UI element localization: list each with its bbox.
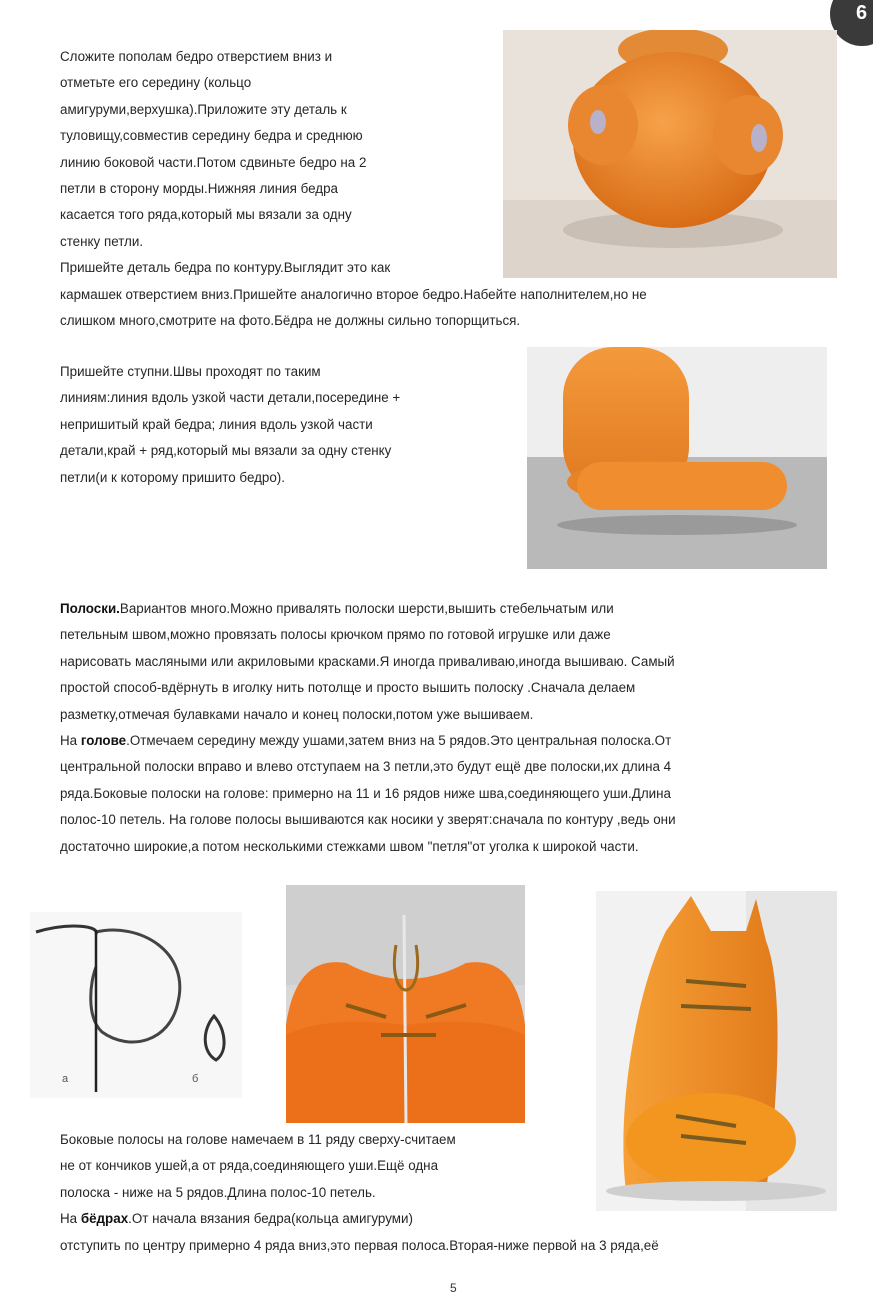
text-line: детали,край + ряд,который мы вязали за одну стенку — [60, 443, 392, 459]
page-number: 5 — [450, 1281, 457, 1295]
stitch-diagram — [30, 912, 242, 1098]
text-line: касается того ряда,который мы вязали за одну — [60, 207, 352, 223]
page-badge-number: 6 — [856, 2, 868, 24]
head-bold: голове — [80, 733, 127, 749]
text-line: нарисовать масляными или акриловыми красками.Я иногда приваливаю,иногда вышиваю. Самый — [60, 653, 675, 669]
text-line: отступить по центру примерно 4 ряда вниз,это первая полоса.Вторая-ниже первой на 3 ряда,её — [60, 1237, 659, 1253]
text-line: ряда.Боковые полоски на голове: примерно на 11 и 16 рядов ниже шва,соединяющего уши.Длина — [60, 785, 671, 801]
text-line: На бёдрах.От начала вязания бедра(кольца амигуруми) — [60, 1211, 413, 1227]
photo-feet — [527, 347, 827, 569]
text-line: Пришейте деталь бедра по контуру.Выглядит это как — [60, 260, 391, 276]
text-line: непришитый край бедра; линия вдоль узкой части — [60, 416, 373, 432]
text-line: Боковые полосы на голове намечаем в 11 ряду сверху-считаем — [60, 1132, 456, 1147]
text-line: линиям:линия вдоль узкой части детали,посередине + — [60, 390, 401, 406]
photo-embroidery — [286, 885, 525, 1123]
text-line: полос-10 петель. На голове полосы вышиваются как носики у зверят:сначала по контуру ,ведь они — [60, 812, 676, 828]
stripes-heading: Полоски. — [60, 601, 120, 616]
text-line: достаточно широкие,а потом несколькими стежками швом "петля"от уголка к широкой части. — [60, 838, 639, 854]
diagram-label-b: б — [192, 1073, 199, 1085]
hips-bold: бёдрах — [80, 1211, 129, 1227]
section4-text — [60, 1127, 659, 1259]
text-line: простой способ-вдёрнуть в иголку нить потолще и просто вышить полоску .Сначала делаем — [60, 680, 636, 696]
text-line: Сложите пополам бедро отверстием вниз и — [60, 49, 333, 64]
text-line: слишком много,смотрите на фото.Бёдра не должны сильно топорщиться. — [60, 313, 521, 329]
text-line: На голове.Отмечаем середину между ушами,затем вниз на 5 рядов.Это центральная полоска.От — [60, 733, 672, 749]
text-line: петли(и к которому пришито бедро). — [60, 469, 285, 485]
text-line: туловищу,совместив середину бедра и среднюю — [60, 128, 363, 144]
text-line: стенку петли. — [60, 233, 144, 249]
text-line: амигуруми,верхушка).Приложите эту деталь к — [60, 101, 347, 117]
text-line: отметьте его середину (кольцо — [60, 75, 252, 91]
text-line: Полоски.Вариантов много.Можно привалять полоски шерсти,вышить стебельчатым или — [60, 601, 614, 616]
text-line: не от кончиков ушей,а от ряда,соединяющего уши.Ещё одна — [60, 1158, 439, 1174]
text-line: кармашек отверстием вниз.Пришейте аналогично второе бедро.Набейте наполнителем,но не — [60, 286, 647, 302]
photo-hips — [503, 30, 837, 278]
text-line: центральной полоски вправо и влево отступаем на 3 петли,это будут ещё две полоски,их длина 4 — [60, 759, 672, 775]
text-line: петельным швом,можно провязать полосы крючком прямо по готовой игрушке или даже — [60, 627, 611, 643]
text-line: линию боковой части.Потом сдвиньте бедро на 2 — [60, 154, 367, 170]
text-line: петли в сторону морды.Нижняя линия бедра — [60, 181, 338, 197]
text-line: разметку,отмечая булавками начало и конец полоски,потом уже вышиваем. — [60, 706, 534, 722]
section2-text — [60, 359, 400, 491]
text-line: полоска - ниже на 5 рядов.Длина полос-10 петель. — [60, 1184, 376, 1200]
section3-text — [60, 596, 676, 860]
text-line: Пришейте ступни.Швы проходят по таким — [60, 364, 321, 379]
diagram-label-a: а — [62, 1073, 69, 1085]
